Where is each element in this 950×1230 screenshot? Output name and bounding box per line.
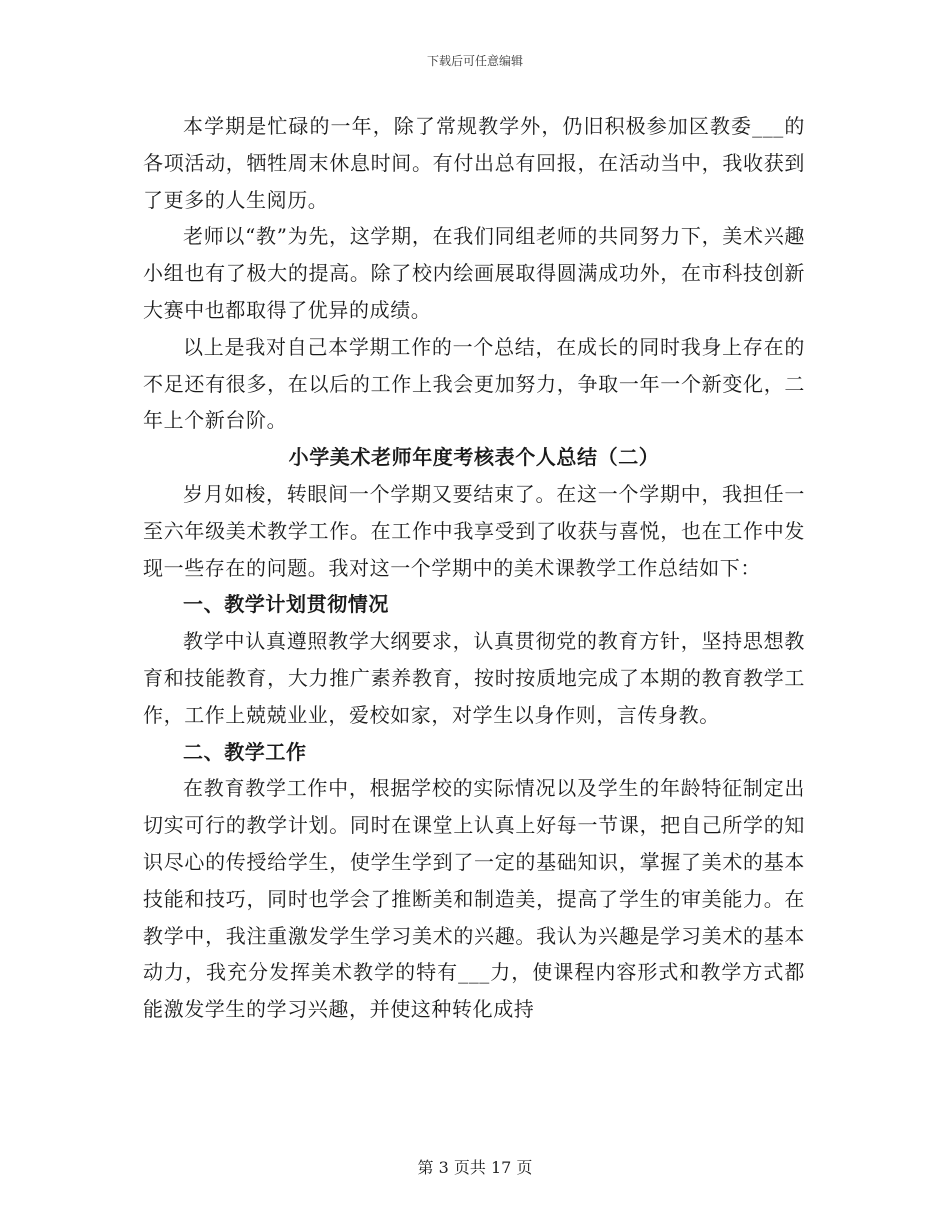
section-heading: 一、教学计划贯彻情况: [183, 592, 389, 617]
page-header: 下载后可任意编辑: [426, 54, 523, 68]
paragraph: 在教育教学工作中，根据学校的实际情况以及学生的年龄特征制定出切实可行的教学计划。同时在课堂上认真上好每一节课，把自己所学的知识尽心的传授给学生，使学生学到了一定的基础知识，掌握了美术的基本技能和技巧，同时也学会了推断美和制造美，提高了学生的审美能力。在教学中，我注重激发学生学习美术的兴趣。我认为兴趣是学习美术的基本动力，我充分发挥美术教学的特有___力，使课程内容形式和教学方式都能激发学生的学习兴趣，并使这种转化成持: [143, 776, 805, 1022]
section-title: 小学美术老师年度考核表个人总结（二）: [288, 445, 660, 470]
paragraph: 教学中认真遵照教学大纲要求，认真贯彻党的教育方针，坚持思想教育和技能教育，大力推广素养教育，按时按质地完成了本期的教育教学工作，工作上兢兢业业，爱校如家，对学生以身作则，言传身教。: [143, 629, 805, 727]
paragraph: 岁月如梭，转眼间一个学期又要结束了。在这一个学期中，我担任一至六年级美术教学工作。在工作中我享受到了收获与喜悦，也在工作中发现一些存在的问题。我对这一个学期中的美术课教学工作总结如下：: [143, 481, 805, 580]
paragraph: 以上是我对自己本学期工作的一个总结，在成长的同时我身上存在的不足还有很多，在以后的工作上我会更加努力，争取一年一个新变化，二年上个新台阶。: [143, 334, 805, 433]
section-heading: 二、教学工作: [183, 739, 307, 764]
page-number: 第 3 页共 17 页: [417, 1158, 533, 1177]
document-body: [143, 108, 805, 1028]
paragraph: 老师以“教”为先，这学期，在我们同组老师的共同努力下，美术兴趣小组也有了极大的提高。除了校内绘画展取得圆满成功外，在市科技创新大赛中也都取得了优异的成绩。: [143, 224, 805, 322]
paragraph: 本学期是忙碌的一年，除了常规教学外，仍旧积极参加区教委___的各项活动，牺牲周末休息时间。有付出总有回报，在活动当中，我收获到了更多的人生阅历。: [143, 114, 805, 212]
